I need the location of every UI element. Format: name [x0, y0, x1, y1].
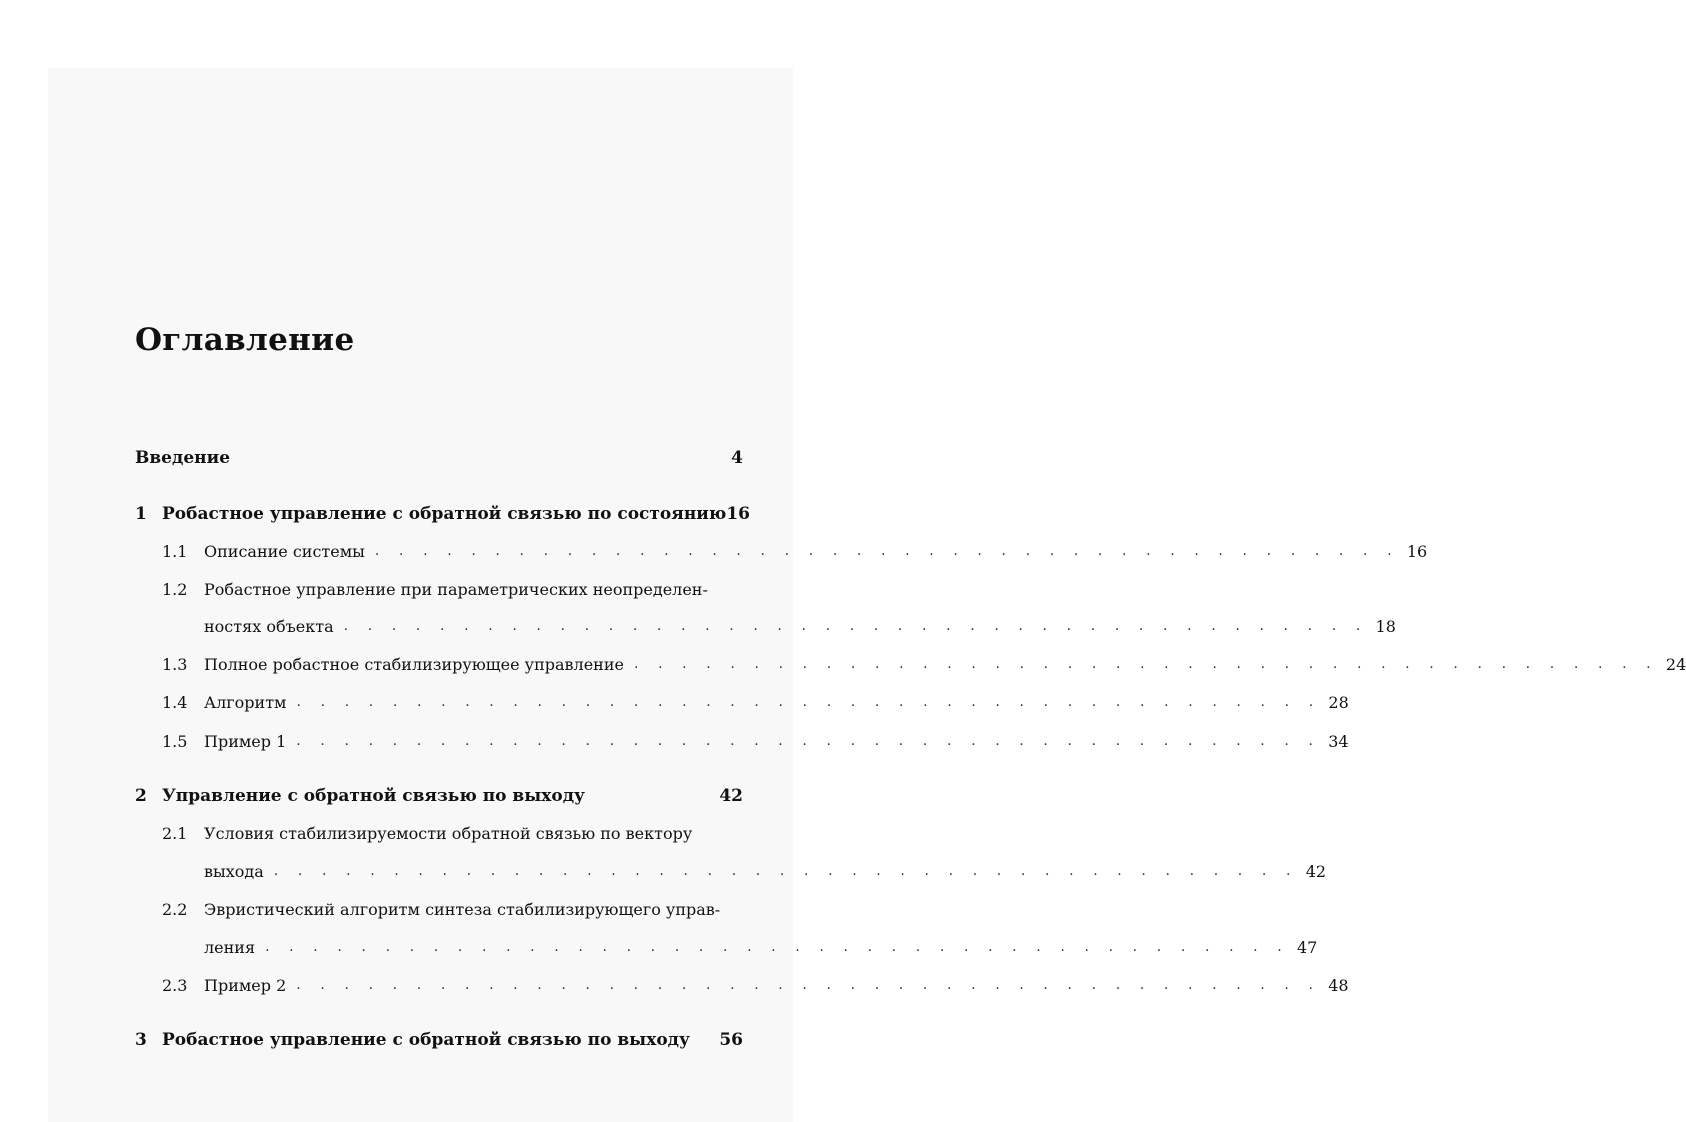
- toc-section[interactable]: [135, 574, 743, 604]
- entry-title: Введение: [135, 448, 231, 468]
- chapter-title: Управление с обратной связью по выходу: [162, 786, 585, 806]
- section-number: 1.5: [162, 731, 188, 751]
- chapter-title: Робастное управление с обратной связью по состоянию: [162, 504, 727, 524]
- toc-section-continuation[interactable]: [135, 856, 1327, 886]
- toc-section[interactable]: [135, 536, 1428, 566]
- chapter-number: 3: [135, 1030, 147, 1050]
- dot-leader: . . . . . . . . . . . . . . . . . . . . . . . . . . . . . . . . . . . . . . . . . . .: [633, 656, 1659, 672]
- chapter-page: 16: [726, 504, 750, 524]
- section-title-cont: выхода: [204, 861, 264, 881]
- section-title: Робастное управление при параметрических неопределен-: [204, 579, 708, 599]
- section-page: 24: [1665, 654, 1686, 674]
- chapter-number: 2: [135, 786, 147, 806]
- toc-section[interactable]: [135, 894, 743, 924]
- toc-heading: Оглавление: [135, 322, 355, 358]
- chapter-page: 42: [719, 786, 743, 806]
- section-number: 2.2: [162, 899, 188, 919]
- section-title-cont: ностях объекта: [204, 616, 334, 636]
- toc-chapter[interactable]: [135, 499, 750, 529]
- section-title: Эвристический алгоритм синтеза стабилизирующего управ-: [204, 899, 721, 919]
- section-page: 47: [1296, 937, 1318, 957]
- dot-leader: . . . . . . . . . . . . . . . . . . . . . . . . . . . . . . . . . . . . . . . . . . .: [265, 939, 1290, 955]
- dot-leader: . . . . . . . . . . . . . . . . . . . . . . . . . . . . . . . . . . . . . . . . . . .: [296, 694, 1321, 710]
- toc-section[interactable]: [135, 649, 1686, 679]
- dot-leader: . . . . . . . . . . . . . . . . . . . . . . . . . . . . . . . . . . . . . . . . . . .: [296, 977, 1321, 993]
- section-title: Полное робастное стабилизирующее управление: [204, 654, 624, 674]
- section-page: 16: [1406, 541, 1428, 561]
- section-title: Алгоритм: [204, 692, 287, 712]
- chapter-number: 1: [135, 504, 147, 524]
- toc-entry-intro[interactable]: [135, 443, 743, 473]
- section-page: 34: [1328, 731, 1349, 751]
- toc-chapter[interactable]: [135, 1025, 743, 1055]
- toc-section[interactable]: [135, 687, 1349, 717]
- toc-section[interactable]: [135, 818, 743, 848]
- toc-section-continuation[interactable]: [135, 611, 1396, 641]
- section-title-cont: ления: [204, 937, 256, 957]
- chapter-title: Робастное управление с обратной связью по выходу: [162, 1030, 690, 1050]
- section-title: Пример 2: [204, 975, 287, 995]
- dot-leader: . . . . . . . . . . . . . . . . . . . . . . . . . . . . . . . . . . . . . . . . . . .: [296, 733, 1321, 749]
- section-title: Условия стабилизируемости обратной связью по вектору: [204, 823, 693, 843]
- section-number: 1.2: [162, 579, 188, 599]
- section-title: Описание системы: [204, 541, 365, 561]
- section-number: 1.1: [162, 541, 188, 561]
- section-page: 18: [1375, 616, 1396, 636]
- dot-leader: . . . . . . . . . . . . . . . . . . . . . . . . . . . . . . . . . . . . . . . . . . .: [273, 863, 1299, 879]
- section-number: 1.3: [162, 654, 188, 674]
- toc-chapter[interactable]: [135, 781, 743, 811]
- section-page: 48: [1328, 975, 1349, 995]
- toc-section-continuation[interactable]: [135, 932, 1318, 962]
- toc-section[interactable]: [135, 726, 1349, 756]
- section-title: Пример 1: [204, 731, 287, 751]
- toc-section[interactable]: [135, 970, 1349, 1000]
- dot-leader: . . . . . . . . . . . . . . . . . . . . . . . . . . . . . . . . . . . . . . . . . . .: [374, 543, 1400, 559]
- entry-page: 4: [731, 448, 743, 468]
- dot-leader: . . . . . . . . . . . . . . . . . . . . . . . . . . . . . . . . . . . . . . . . . . .: [343, 618, 1368, 634]
- section-page: 42: [1305, 861, 1327, 881]
- section-number: 2.3: [162, 975, 188, 995]
- section-number: 2.1: [162, 823, 188, 843]
- chapter-page: 56: [719, 1030, 743, 1050]
- section-page: 28: [1328, 692, 1349, 712]
- section-number: 1.4: [162, 692, 188, 712]
